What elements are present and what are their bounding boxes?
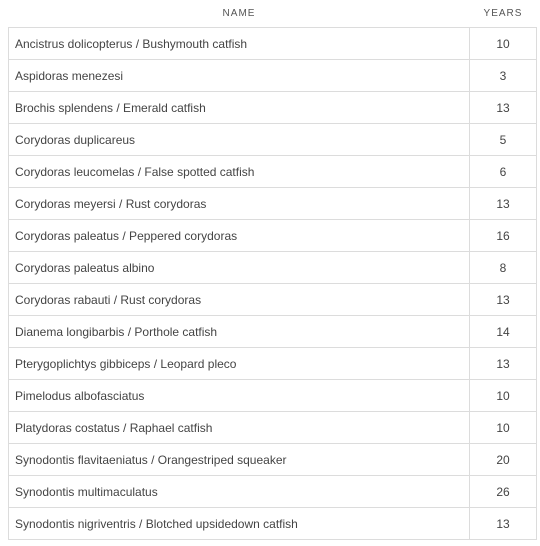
- table-header: [9, 0, 537, 28]
- table-row: [9, 348, 537, 380]
- species-name-cell: Brochis splendens / Emerald catfish: [9, 92, 470, 124]
- species-name-cell: Aspidoras menezesi: [9, 60, 470, 92]
- years-cell: 26: [470, 476, 537, 508]
- table-row: [9, 380, 537, 412]
- years-cell: 13: [470, 92, 537, 124]
- table-row: [9, 92, 537, 124]
- table-row: [9, 444, 537, 476]
- table-row: [9, 124, 537, 156]
- years-cell: 10: [470, 412, 537, 444]
- species-name-cell: Synodontis flavitaeniatus / Orangestriped squeaker: [9, 444, 470, 476]
- years-cell: 13: [470, 284, 537, 316]
- species-name-cell: Ancistrus dolicopterus / Bushymouth catfish: [9, 28, 470, 60]
- table-row: [9, 156, 537, 188]
- header-row: [9, 0, 537, 28]
- years-cell: 14: [470, 316, 537, 348]
- table-row: [9, 252, 537, 284]
- years-cell: 13: [470, 348, 537, 380]
- lifespan-table-container: [8, 0, 536, 540]
- table-row: [9, 412, 537, 444]
- table-row: [9, 316, 537, 348]
- table-row: [9, 284, 537, 316]
- table-row: [9, 508, 537, 540]
- years-cell: 10: [470, 28, 537, 60]
- species-name-cell: Platydoras costatus / Raphael catfish: [9, 412, 470, 444]
- table-row: [9, 476, 537, 508]
- years-cell: 5: [470, 124, 537, 156]
- years-cell: 3: [470, 60, 537, 92]
- lifespan-table: [8, 0, 537, 540]
- species-name-cell: Corydoras rabauti / Rust corydoras: [9, 284, 470, 316]
- table-row: [9, 28, 537, 60]
- species-name-cell: Synodontis multimaculatus: [9, 476, 470, 508]
- species-name-cell: Corydoras duplicareus: [9, 124, 470, 156]
- species-name-cell: Synodontis nigriventris / Blotched upsidedown catfish: [9, 508, 470, 540]
- species-name-cell: Corydoras leucomelas / False spotted catfish: [9, 156, 470, 188]
- species-name-cell: Corydoras paleatus / Peppered corydoras: [9, 220, 470, 252]
- years-cell: 13: [470, 508, 537, 540]
- years-cell: 10: [470, 380, 537, 412]
- years-cell: 8: [470, 252, 537, 284]
- table-row: [9, 220, 537, 252]
- years-cell: 6: [470, 156, 537, 188]
- table-row: [9, 60, 537, 92]
- species-name-cell: Corydoras meyersi / Rust corydoras: [9, 188, 470, 220]
- species-name-cell: Corydoras paleatus albino: [9, 252, 470, 284]
- name-column-header[interactable]: NAME: [222, 8, 256, 19]
- years-column-header[interactable]: YEARS: [483, 8, 523, 19]
- years-cell: 13: [470, 188, 537, 220]
- species-name-cell: Pimelodus albofasciatus: [9, 380, 470, 412]
- table-row: [9, 188, 537, 220]
- species-name-cell: Pterygoplichtys gibbiceps / Leopard pleco: [9, 348, 470, 380]
- years-cell: 20: [470, 444, 537, 476]
- species-name-cell: Dianema longibarbis / Porthole catfish: [9, 316, 470, 348]
- table-body: [9, 28, 537, 540]
- years-cell: 16: [470, 220, 537, 252]
